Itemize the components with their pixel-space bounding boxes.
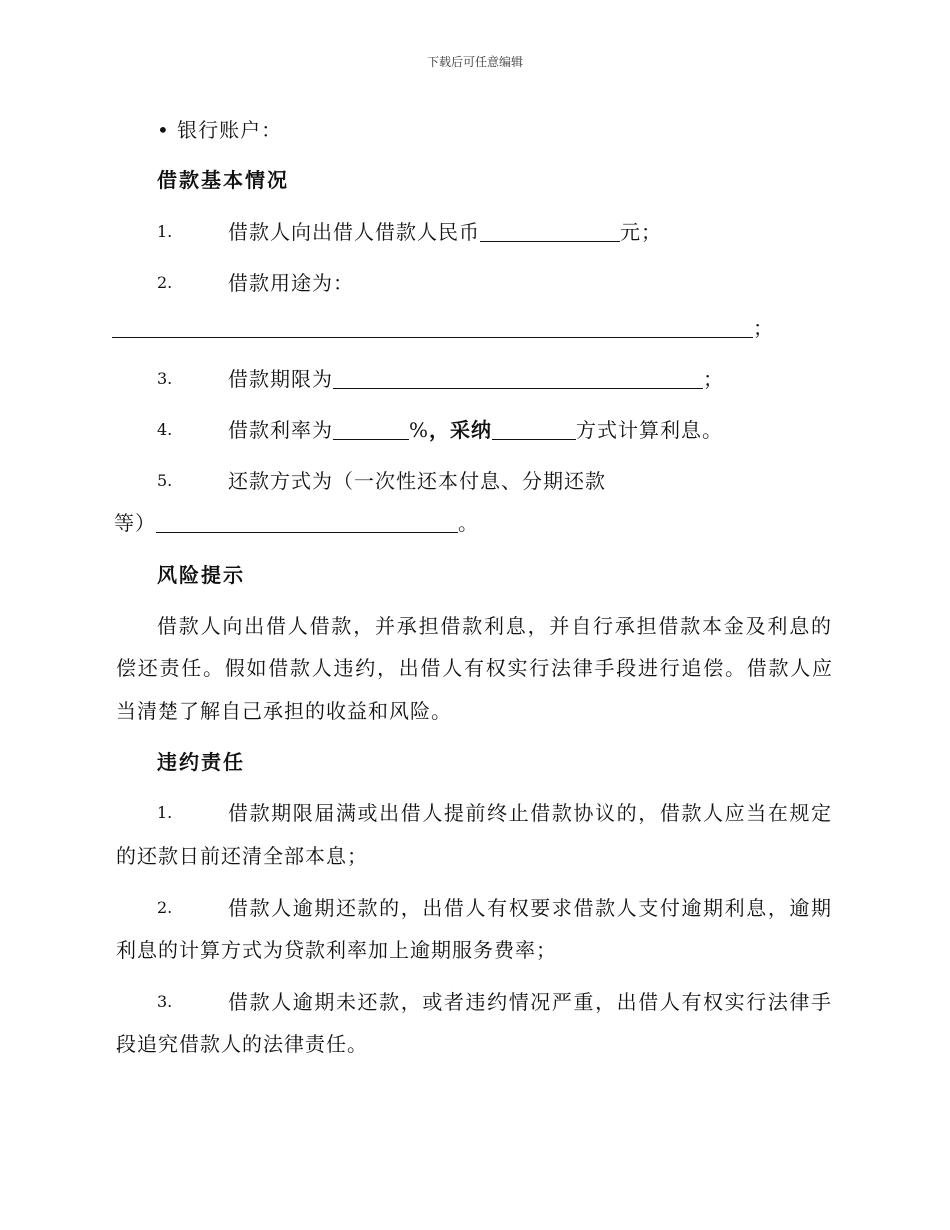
item-suffix: ；: [753, 316, 774, 340]
adopt-label: ，采纳: [429, 418, 493, 442]
item-text: 借款人向出借人借款人民币: [228, 220, 480, 244]
risk-paragraph-line: 偿还责任。假如借款人违约，出借人有权实行法律手段进行追偿。借款人应: [116, 656, 832, 680]
item-text: 借款利率为: [228, 418, 333, 442]
risk-paragraph-line: 借款人向出借人借款，并承担借款利息，并自行承担借款本金及利息的: [157, 614, 832, 638]
section-title-breach: 违约责任: [157, 750, 245, 774]
purpose-line: [112, 315, 774, 341]
item-number: 1.: [157, 222, 173, 241]
purpose-blank[interactable]: [112, 317, 753, 338]
method-blank[interactable]: [492, 419, 576, 440]
item-text: 等）: [114, 511, 156, 535]
breach-item-2-cont: 利息的计算方式为贷款利率加上逾期服务费率；: [116, 938, 557, 962]
repayment-line: [114, 510, 479, 536]
repayment-blank[interactable]: [156, 512, 458, 533]
section-title-risk: 风险提示: [157, 563, 245, 587]
breach-item-2: 借款人逾期还款的，出借人有权要求借款人支付逾期利息，逾期: [228, 896, 832, 920]
basic-item-5: 还款方式为（一次性还本付息、分期还款: [228, 469, 606, 493]
item-number: 4.: [157, 420, 173, 439]
basic-item-1: [228, 219, 662, 245]
page-header: 下载后可任意编辑: [426, 55, 523, 69]
breach-item-3-cont: 段追究借款人的法律责任。: [116, 1032, 368, 1056]
basic-item-4: [228, 417, 723, 443]
basic-item-3: [228, 366, 724, 392]
rate-blank[interactable]: [333, 419, 409, 440]
section-title-basic: 借款基本情况: [157, 168, 289, 192]
breach-item-1-cont: 的还款日前还清全部本息；: [116, 844, 368, 868]
percent-sign: %: [409, 418, 430, 442]
item-suffix: ；: [703, 367, 724, 391]
breach-item-1: 借款期限届满或出借人提前终止借款协议的，借款人应当在规定: [228, 801, 832, 825]
item-number: 1.: [157, 803, 173, 822]
item-number: 3.: [157, 992, 173, 1011]
item-number: 3.: [157, 369, 173, 388]
breach-item-3: 借款人逾期未还款，或者违约情况严重，出借人有权实行法律手: [228, 990, 832, 1014]
item-number: 2.: [157, 898, 173, 917]
item-suffix: 。: [458, 511, 479, 535]
risk-paragraph-line: 当清楚了解自己承担的收益和风险。: [116, 699, 452, 723]
amount-blank[interactable]: [480, 221, 620, 242]
item-suffix: 方式计算利息。: [576, 418, 724, 442]
bank-account-label: • 银行账户：: [157, 118, 283, 142]
basic-item-2: 借款用途为：: [228, 271, 354, 295]
term-blank[interactable]: [333, 368, 703, 389]
item-number: 2.: [157, 273, 173, 292]
item-number: 5.: [157, 471, 173, 490]
item-text: 借款期限为: [228, 367, 333, 391]
item-suffix: 元；: [620, 220, 662, 244]
